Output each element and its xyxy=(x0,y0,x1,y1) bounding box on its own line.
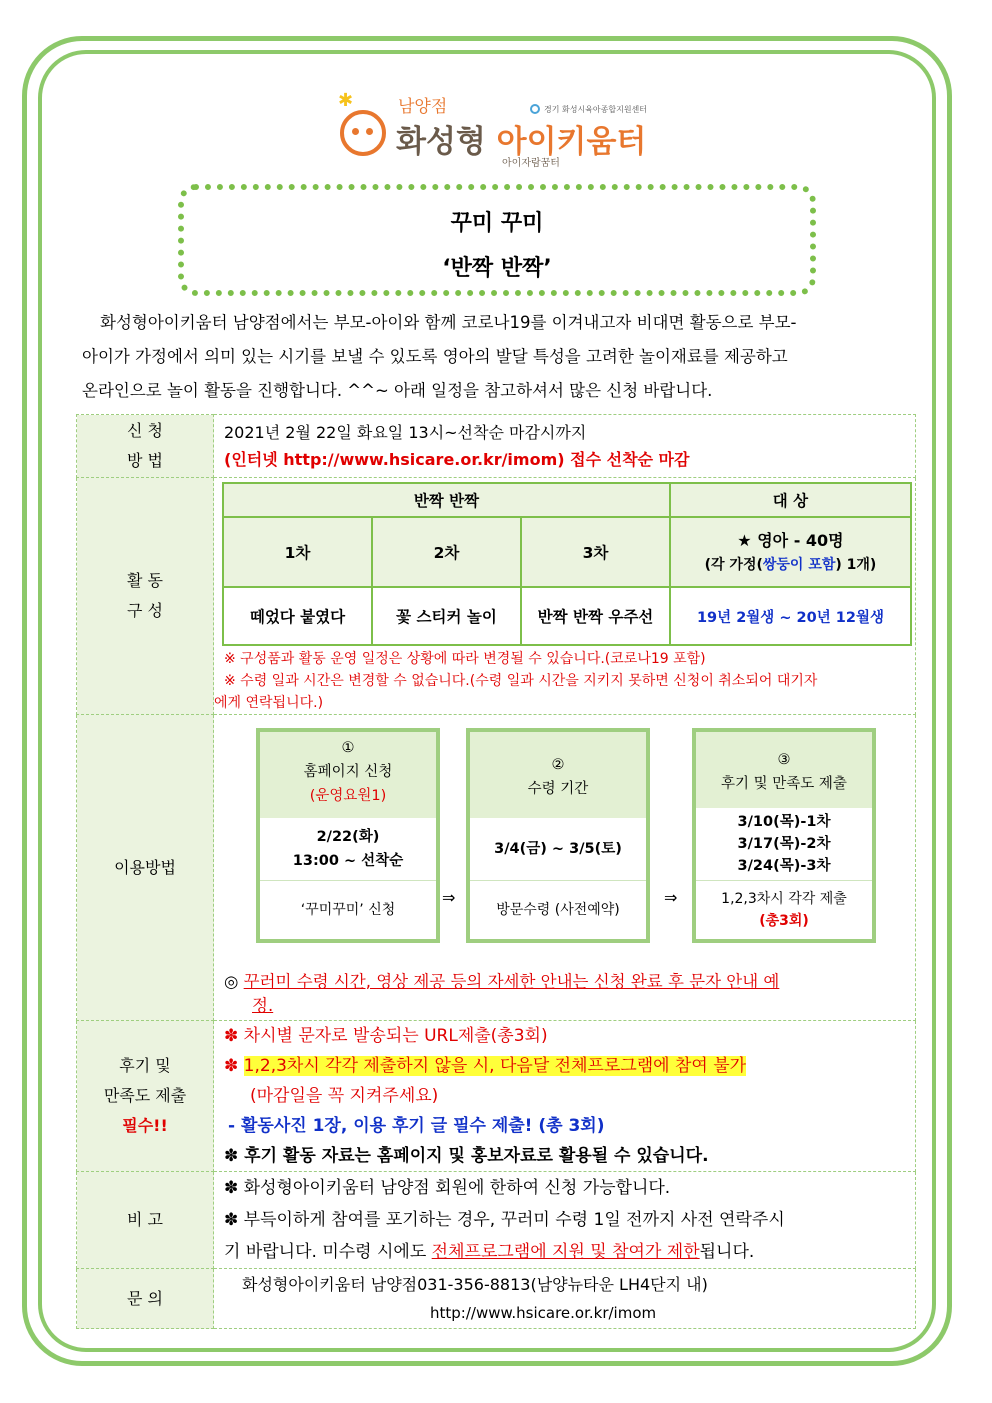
title-line1: 꾸미 꾸미 xyxy=(450,211,544,236)
center-logo-icon xyxy=(530,104,540,114)
step-1-title: 홈페이지 신청 xyxy=(303,763,393,780)
remark-line1 xyxy=(224,1172,915,1204)
step-3-bot xyxy=(696,881,872,939)
review-line1 xyxy=(224,1021,915,1051)
target-sub-c: ) 1개) xyxy=(835,557,877,573)
remark-line3-c: 됩니다. xyxy=(699,1242,755,1262)
review-label xyxy=(77,1021,214,1172)
flower-bullet-icon: ✽ xyxy=(224,1146,239,1166)
guide-text: 꾸러미 수령 시간, 영상 제공 등의 자세한 안내는 신청 완료 후 문자 안내 예 xyxy=(243,971,780,991)
step-3 xyxy=(692,728,876,943)
review-line1-text: 차시별 문자로 발송되는 URL제출(총3회) xyxy=(243,1026,548,1046)
step-2-mid xyxy=(470,818,646,881)
logo-name-a: 화성형 xyxy=(396,124,486,160)
logo-tagline: 아이자람꿈터 xyxy=(502,158,560,169)
step-3-bot-text: 1,2,3차시 각각 제출 xyxy=(721,890,847,907)
activity-note3: 에게 연락됩니다.) xyxy=(214,695,324,711)
logo-center: 경기 화성시육아종합지원센터 xyxy=(544,105,648,114)
activity-label1: 활 동 xyxy=(127,571,163,590)
contact-url[interactable]: http://www.hsicare.or.kr/imom xyxy=(430,1303,657,1322)
arrow-right-icon: ⇒ xyxy=(442,887,456,907)
usage-guide xyxy=(224,970,912,1018)
review-label3: 필수!! xyxy=(122,1116,168,1135)
smiling-face-icon xyxy=(340,110,386,156)
round-2: 2차 xyxy=(372,517,521,587)
contact-content xyxy=(214,1269,916,1329)
step-1-num: ① xyxy=(341,739,355,756)
step-3-date3: 3/24(목)-3차 xyxy=(737,857,831,874)
review-row xyxy=(77,1021,916,1172)
flower-bullet-icon: ✽ xyxy=(224,1056,239,1076)
target-main: ★ 영아 - 40명 xyxy=(737,531,844,550)
apply-label1: 신 청 xyxy=(127,421,163,440)
apply-link-line[interactable]: (인터넷 http://www.hsicare.or.kr/imom) 접수 선착순 마감 xyxy=(224,450,690,469)
apply-label xyxy=(77,415,214,478)
apply-label2: 방 법 xyxy=(127,451,163,470)
step-2-date: 3/4(금) ~ 3/5(토) xyxy=(494,840,622,857)
step-2-head xyxy=(470,732,646,818)
item-3: 반짝 반짝 우주선 xyxy=(521,587,670,645)
flower-bullet-icon: ✽ xyxy=(224,1210,239,1230)
usage-content xyxy=(214,715,916,1021)
activity-table xyxy=(222,482,912,646)
step-1-date: 2/22(화) xyxy=(316,828,380,845)
flower-bullet-icon: ✽ xyxy=(224,1178,239,1198)
remark-label: 비 고 xyxy=(77,1172,214,1269)
flower-bullet-icon: ✽ xyxy=(224,1026,239,1046)
step-1-head xyxy=(260,732,436,818)
intro-paragraph xyxy=(82,306,910,408)
step-1 xyxy=(256,728,440,943)
activity-label2: 구 성 xyxy=(127,601,163,620)
round-1: 1차 xyxy=(223,517,372,587)
review-line3: (마감일을 꼭 지켜주세요) xyxy=(250,1086,439,1106)
logo xyxy=(338,90,658,170)
remark-row xyxy=(77,1172,916,1269)
step-1-sub: (운영요원1) xyxy=(309,787,387,804)
contact-label: 문 의 xyxy=(77,1269,214,1329)
logo-name-b: 아이키움터 xyxy=(485,124,647,160)
step-3-mid xyxy=(696,808,872,881)
double-circle-icon: ◎ xyxy=(224,971,239,991)
apply-content xyxy=(214,415,916,478)
step-1-time: 13:00 ~ 선착순 xyxy=(292,852,404,869)
activity-row xyxy=(77,478,916,715)
activity-label xyxy=(77,478,214,715)
remark-line3-b: 전체프로그램에 지원 및 참여가 제한 xyxy=(431,1242,700,1262)
steps-flow xyxy=(224,718,915,1018)
step-3-title: 후기 및 만족도 제출 xyxy=(721,775,847,792)
review-line5 xyxy=(224,1141,915,1171)
review-line2 xyxy=(224,1051,915,1081)
intro-line2: 아이가 가정에서 의미 있는 시기를 보낼 수 있도록 영아의 발달 특성을 고려한 놀이재료를 제공하고 xyxy=(82,347,788,366)
remark-line3 xyxy=(224,1236,915,1268)
target-sub-b: 쌍둥이 포함 xyxy=(762,557,836,573)
info-table xyxy=(76,414,916,1329)
step-3-bot-count: (총3회) xyxy=(759,912,809,929)
review-line2-text: 1,2,3차시 각각 제출하지 않을 시, 다음달 전체프로그램에 참여 불가 xyxy=(243,1056,747,1076)
usage-label: 이용방법 xyxy=(77,715,214,1021)
arrow-right-icon: ⇒ xyxy=(664,887,678,907)
contact-line1: 화성형아이키움터 남양점031-356-8813(남양뉴타운 LH4단지 내) xyxy=(242,1274,708,1294)
item-2: 꽃 스티커 놀이 xyxy=(372,587,521,645)
step-3-num: ③ xyxy=(777,751,791,768)
logo-branch: 남양점 xyxy=(398,97,448,117)
item-1: 떼었다 붙였다 xyxy=(223,587,372,645)
target-sub-a: (각 가정( xyxy=(704,557,763,573)
remark-content xyxy=(214,1172,916,1269)
step-2 xyxy=(466,728,650,943)
review-content xyxy=(214,1021,916,1172)
intro-line3: 온라인으로 놀이 활동을 진행합니다. ^^~ 아래 일정을 참고하셔서 많은 신청 바랍니다. xyxy=(82,381,713,400)
title-line2: ‘반짝 반짝’ xyxy=(442,256,552,281)
round-3: 3차 xyxy=(521,517,670,587)
contact-row xyxy=(77,1269,916,1329)
target-sub xyxy=(672,554,909,576)
usage-row xyxy=(77,715,916,1021)
remark-line1-text: 화성형아이키움터 남양점 회원에 한하여 신청 가능합니다. xyxy=(243,1178,671,1198)
activity-note2: ※ 수령 일과 시간은 변경할 수 없습니다.(수령 일과 시간을 지키지 못하면 신청이 취소되어 대기자 xyxy=(224,673,818,689)
activity-content xyxy=(214,478,916,715)
step-3-date2: 3/17(목)-2차 xyxy=(737,835,831,852)
guide-text2: 정. xyxy=(252,995,274,1015)
review-label2: 만족도 제출 xyxy=(103,1086,187,1105)
intro-line1: 화성형아이키움터 남양점에서는 부모-아이와 함께 코로나19를 이겨내고자 비대면 활동으로 부모- xyxy=(100,313,797,332)
review-line4: - 활동사진 1장, 이용 후기 글 필수 제출! (총 3회) xyxy=(228,1116,605,1136)
step-2-bot: 방문수령 (사전예약) xyxy=(496,901,620,918)
target-cell xyxy=(670,517,911,587)
step-1-bot: ‘꾸미꾸미’ 신청 xyxy=(300,901,396,918)
title-box xyxy=(178,184,816,296)
target-header: 대 상 xyxy=(670,483,911,517)
review-line5-text: 후기 활동 자료는 홈페이지 및 홍보자료로 활용될 수 있습니다. xyxy=(244,1146,709,1166)
step-3-date1: 3/10(목)-1차 xyxy=(737,813,831,830)
step-2-title: 수령 기간 xyxy=(527,780,589,797)
remark-line2 xyxy=(224,1204,915,1236)
apply-row xyxy=(77,415,916,478)
apply-line1: 2021년 2월 22일 화요일 13시~선착순 마감시까지 xyxy=(224,423,587,442)
remark-line3-a: 기 바랍니다. 미수령 시에도 xyxy=(224,1242,432,1262)
step-2-num: ② xyxy=(551,756,565,773)
star-icon: ✱ xyxy=(338,90,354,111)
activity-note1: ※ 구성품과 활동 운영 일정은 상황에 따라 변경될 수 있습니다.(코로나19 포함) xyxy=(224,651,706,667)
target-age: 19년 2월생 ~ 20년 12월생 xyxy=(670,587,911,645)
step-3-head xyxy=(696,732,872,808)
step-1-mid xyxy=(260,818,436,881)
review-label1: 후기 및 xyxy=(119,1056,171,1075)
activity-header: 반짝 반짝 xyxy=(223,483,670,517)
remark-line2-text: 부득이하게 참여를 포기하는 경우, 꾸러미 수령 1일 전까지 사전 연락주시 xyxy=(243,1210,785,1230)
